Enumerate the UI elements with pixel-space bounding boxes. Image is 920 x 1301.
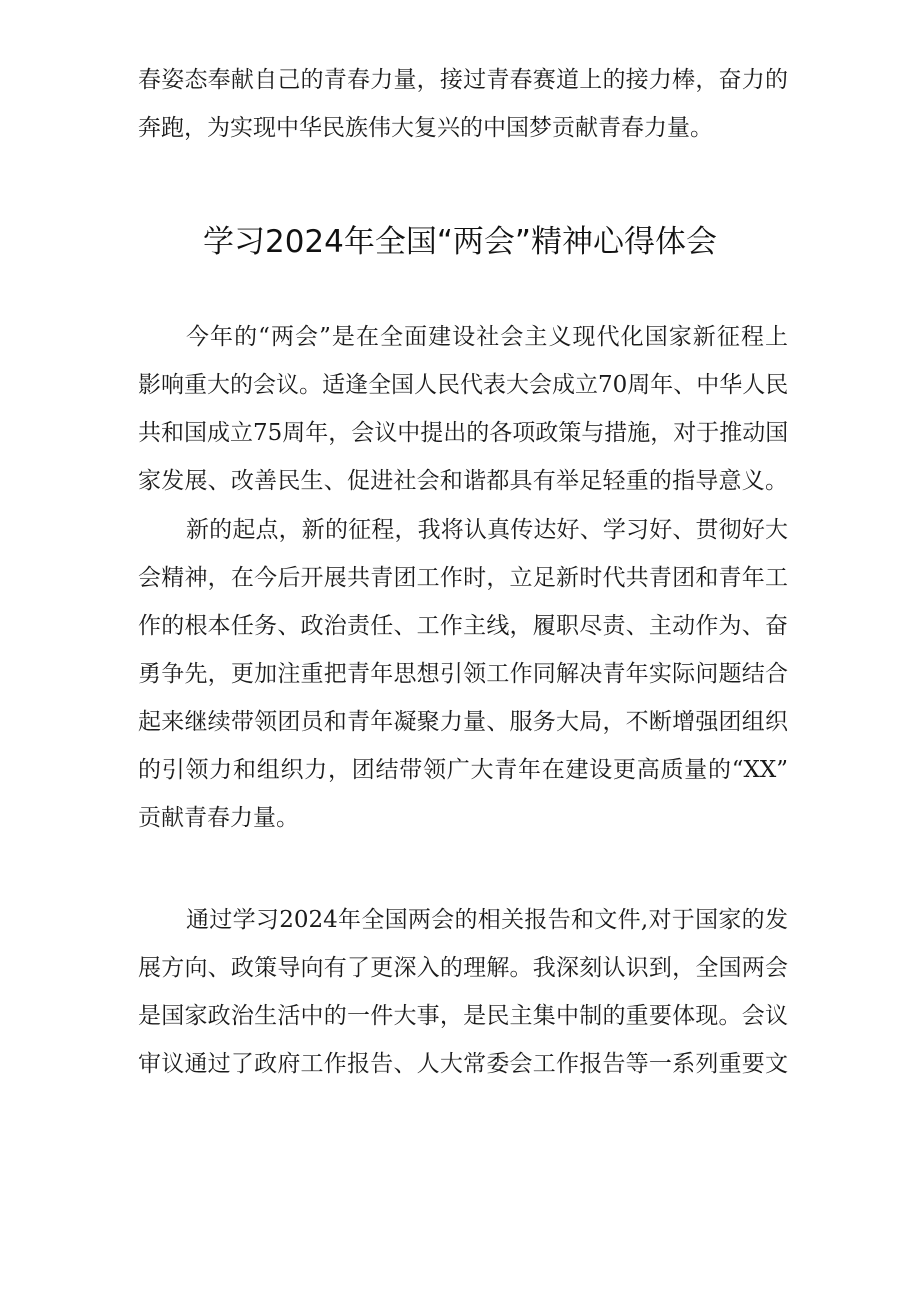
paragraph1-line-1: 今年的“两会”是在全面建设社会主义现代化国家新征程上 (186, 324, 788, 350)
intro-line-1: 春姿态奉献自己的青春力量，接过青春赛道上的接力棒，奋力的 (138, 67, 788, 93)
paragraph3-line-1: 通过学习2024年全国两会的相关报告和文件,对于国家的发 (186, 907, 788, 933)
paragraph2-line-5: 起来继续带领团员和青年凝聚力量、服务大局，不断增强团组织 (138, 709, 788, 735)
paragraph2-line-6: 的引领力和组织力，团结带领广大青年在建设更高质量的“XX” (138, 757, 788, 783)
paragraph2-line-3: 作的根本任务、政治责任、工作主线，履职尽责、主动作为、奋 (138, 613, 788, 639)
paragraph3-line-3: 是国家政治生活中的一件大事，是民主集中制的重要体现。会议 (138, 1003, 788, 1029)
paragraph2-line-7: 贡献青春力量。 (138, 805, 299, 831)
paragraph1-line-2: 影响重大的会议。适逢全国人民代表大会成立70周年、中华人民 (138, 372, 789, 398)
paragraph1-line-3: 共和国成立75周年，会议中提出的各项政策与措施，对于推动国 (138, 420, 789, 446)
paragraph2-line-4: 勇争先，更加注重把青年思想引领工作同解决青年实际问题结合 (138, 661, 788, 687)
article-title: 学习2024年全国“两会”精神心得体会 (202, 224, 717, 260)
paragraph2-line-1: 新的起点，新的征程，我将认真传达好、学习好、贯彻好大 (186, 517, 788, 543)
paragraph2-line-2: 会精神，在今后开展共青团工作时，立足新时代共青团和青年工 (138, 565, 788, 591)
paragraph1-line-4: 家发展、改善民生、促进社会和谐都具有举足轻重的指导意义。 (138, 468, 788, 494)
intro-line-2: 奔跑，为实现中华民族伟大复兴的中国梦贡献青春力量。 (138, 115, 713, 141)
paragraph3-line-2: 展方向、政策导向有了更深入的理解。我深刻认识到，全国两会 (138, 955, 788, 981)
paragraph3-line-4: 审议通过了政府工作报告、人大常委会工作报告等一系列重要文 (138, 1051, 788, 1077)
